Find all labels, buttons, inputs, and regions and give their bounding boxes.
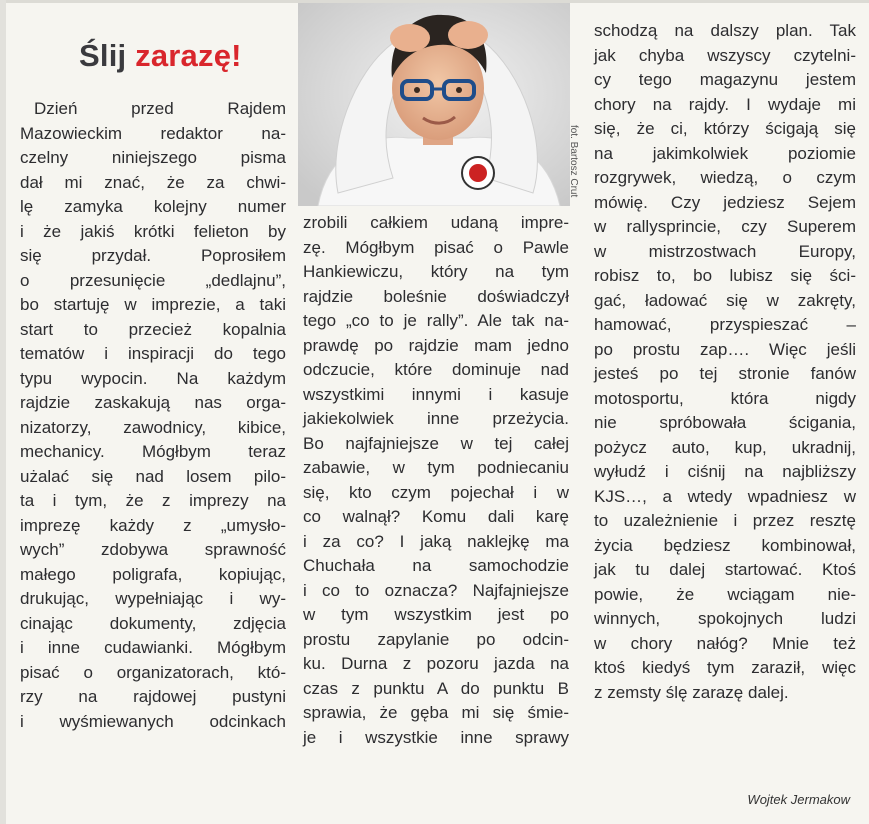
article-line: rajdzie zaskakują nas orga-	[20, 393, 286, 412]
article-line: bo startuję w imprezie, a taki	[20, 295, 286, 314]
article-line: odczucie, które dominuje nad	[303, 360, 569, 379]
article-line: w rallysprincie, czy Superem	[594, 217, 856, 236]
article-line: je i wszystkie inne sprawy	[303, 727, 569, 747]
article-headline	[79, 36, 242, 76]
article-line: ktoś kiedyś tym zaraził, więc	[594, 658, 856, 677]
article-line: wszystkimi innymi i kasuje	[303, 384, 569, 404]
article-line: Mazowieckim redaktor na-	[20, 123, 286, 143]
article-line: rzy na rajdowej pustyni	[20, 687, 286, 706]
article-line: po prostu zap…. Więc jeśli	[594, 339, 856, 359]
article-line: sprawia, że gęba mi się śmie-	[303, 703, 569, 722]
article-line: powie, że wciągam nie-	[594, 584, 856, 604]
article-line: wyłudź i ciśnij na najbliższy	[594, 462, 856, 481]
article-line: czelny niniejszego pisma	[20, 148, 286, 167]
article-column-3	[594, 19, 856, 705]
article-line: jesteś po tej stronie fanów	[594, 364, 856, 383]
article-line: w mistrzostwach Europy,	[594, 241, 856, 261]
article-line: rozgrywek, wiedzą, o czym	[594, 168, 856, 187]
article-line: pożycz auto, kup, ukradnij,	[594, 437, 856, 457]
article-line: typu wypocin. Na każdym	[20, 368, 286, 388]
article-line: z zemsty ślę zarazę dalej.	[594, 682, 789, 702]
article-line: chory na rajdy. I wydaje mi	[594, 94, 856, 114]
article-line: o przesunięcie „dedlajnu”,	[20, 270, 286, 290]
article-line: Bo najfajniejsze w tej całej	[303, 433, 569, 453]
article-line: Hankiewiczu, który na tym	[303, 262, 569, 281]
article-line: tego „co to je rally”. Ale tak na-	[303, 311, 569, 330]
article-line: prostu zapylanie po odcin-	[303, 629, 569, 649]
article-line: w tym wszystkim jest po	[303, 605, 569, 624]
article-line: pisać o organizatorach, któ-	[20, 662, 286, 682]
article-line: dał mi znać, że za chwi-	[20, 172, 286, 192]
article-line: tematów i inspiracji do tego	[20, 344, 286, 363]
article-line: zę. Mógłbym pisać o Pawle	[303, 237, 569, 257]
article-line: na jakimkolwiek poziomie	[594, 143, 856, 163]
article-line: czas z punktu A do punktu B	[303, 678, 569, 698]
article-line: motosportu, która nigdy	[594, 388, 856, 408]
headline-word-2: zarazę!	[135, 38, 242, 73]
article-line: Chuchała na samochodzie	[303, 556, 569, 575]
article-line: i za co? I jaką naklejkę ma	[303, 531, 569, 551]
article-line: cy tego magazynu jestem	[594, 70, 856, 89]
article-line: jak chyba wszyscy czytelni-	[594, 45, 856, 65]
article-column-2	[303, 211, 569, 750]
article-line: to uzależnienie i przez resztę	[594, 511, 856, 530]
article-line: gać, ładować się w zakręty,	[594, 290, 856, 310]
article-line: cinając dokumenty, zdjęcia	[20, 613, 286, 633]
article-line: się, że ci, którzy ścigają się	[594, 119, 856, 138]
article-line: schodzą na dalszy plan. Tak	[594, 21, 856, 40]
article-line: i że jakiś krótki felieton by	[20, 221, 286, 241]
article-line: mechanicy. Mógłbym teraz	[20, 442, 286, 461]
article-line: w chory nałóg? Mnie też	[594, 633, 856, 653]
author-photo	[298, 3, 570, 206]
article-line: zabawie, w tym podniecaniu	[303, 458, 569, 477]
article-line: i inne cudawianki. Mógłbym	[20, 638, 286, 657]
article-line: życia będziesz kombinował,	[594, 535, 856, 555]
article-line: i wyśmiewanych odcinkach	[20, 711, 286, 731]
article-line: winnych, spokojnych ludzi	[594, 609, 856, 628]
article-line: nizatorzy, zawodnicy, kibice,	[20, 417, 286, 437]
article-line: użalać się nad losem pilo-	[20, 466, 286, 486]
article-line: imprezę każdy z „umysło-	[20, 515, 286, 535]
article-line: prawdę po rajdzie mam jedno	[303, 335, 569, 355]
article-line: jakiekolwiek inne przeżycia.	[303, 409, 569, 428]
article-line: mówię. Czy jedziesz Sejem	[594, 192, 856, 212]
article-line: ta i tym, że z imprezy na	[20, 491, 286, 510]
left-rule	[0, 0, 6, 824]
author-signature: Wojtek Jermakow	[747, 792, 850, 807]
article-line: Dzień przed Rajdem	[34, 99, 286, 118]
article-line: małego poligrafa, kopiując,	[20, 564, 286, 584]
article-column-1	[20, 97, 286, 734]
article-line: nie spróbowała ścigania,	[594, 413, 856, 432]
article-line: i co to oznacza? Najfajniejsze	[303, 580, 569, 600]
article-line: co walnął? Komu dali karę	[303, 507, 569, 526]
article-line: KJS…, a wtedy wpadniesz w	[594, 486, 856, 506]
article-line: się przydał. Poprosiłem	[20, 246, 286, 265]
article-line: wych” zdobywa sprawność	[20, 540, 286, 559]
article-line: robisz to, bo lubisz się ści-	[594, 266, 856, 285]
article-line: ku. Durna z pozoru jazda na	[303, 654, 569, 673]
article-line: jak tu dalej startować. Ktoś	[594, 560, 856, 579]
headline-word-1: Ślij	[79, 38, 127, 73]
author-photo-illustration	[298, 3, 570, 206]
photo-credit: fot. Bartosz Crut	[568, 125, 579, 198]
article-line: zrobili całkiem udaną impre-	[303, 213, 569, 232]
article-line: start to przecież kopalnia	[20, 319, 286, 339]
article-line: rajdzie boleśnie doświadczył	[303, 286, 569, 306]
article-line: hamować, przyspieszać –	[594, 315, 856, 334]
article-line: się, kto czym pojechał i w	[303, 482, 569, 502]
article-line: lę zamyka kolejny numer	[20, 197, 286, 216]
article-line: drukując, wypełniając i wy-	[20, 589, 286, 608]
